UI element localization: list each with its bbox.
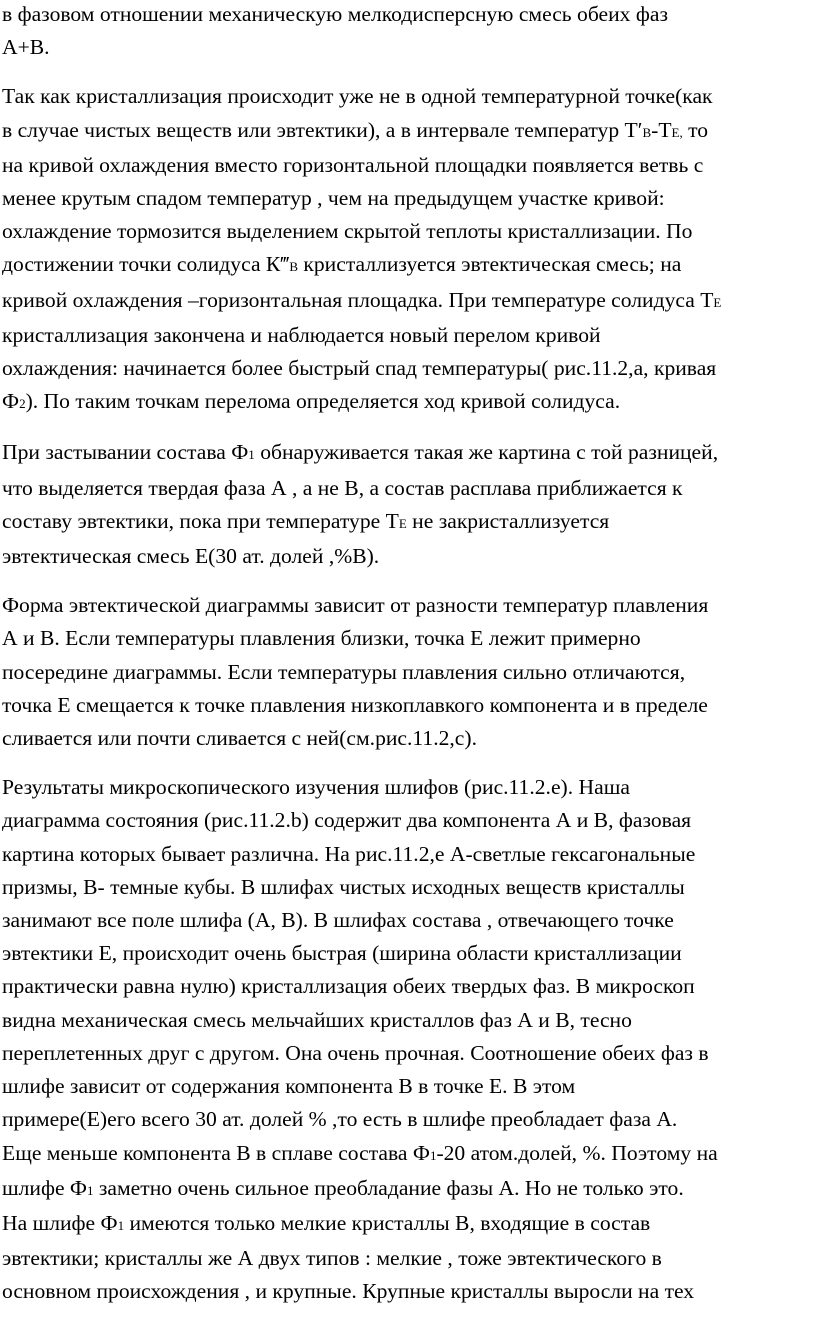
text-line xyxy=(2,589,816,622)
text-run: в фазовом отношении механическую мелкодисперсную смесь обеих фаз xyxy=(2,2,668,26)
text-line xyxy=(2,215,816,248)
text-line xyxy=(2,1207,816,1242)
text-run: в случае чистых веществ или эвтектики), а в интервале температур Т′ xyxy=(2,117,643,142)
text-run: что выделяется твердая фаза А , а не В, а состав расплава приближается к xyxy=(2,475,683,500)
text-run: составу эвтектики, пока при температуре Т xyxy=(2,508,399,533)
text-run: кривой охлаждения –горизонтальная площадка. При температуре солидуса Т xyxy=(2,287,714,312)
text-line xyxy=(2,472,816,505)
text-line xyxy=(2,904,816,937)
text-run: Форма эвтектической диаграммы зависит от разности температур плавления xyxy=(2,593,709,618)
text-line xyxy=(2,722,816,755)
text-run: заметно очень сильное преобладание фазы А. Но не только это. xyxy=(93,1175,684,1200)
text-run: кристаллизуется эвтектическая смесь; на xyxy=(298,252,682,277)
subscript-text: Е xyxy=(713,294,722,310)
text-line xyxy=(2,689,816,722)
text-run: примере(Е)его всего 30 ат. долей % ,то есть в шлифе преобладает фаза А. xyxy=(2,1107,678,1132)
text-line xyxy=(2,622,816,655)
text-line xyxy=(2,149,816,182)
text-run: эвтектики Е, происходит очень быстрая (ширина области кристаллизации xyxy=(2,941,682,966)
text-line xyxy=(2,284,816,319)
text-line xyxy=(2,1070,816,1103)
text-line xyxy=(2,838,816,871)
text-line xyxy=(2,1275,816,1308)
text-run: Так как кристаллизация происходит уже не в одной температурной точке(как xyxy=(2,84,713,109)
paragraph xyxy=(2,436,816,573)
text-line xyxy=(2,0,816,31)
paragraph xyxy=(2,80,816,420)
text-line xyxy=(2,1137,816,1172)
text-run: посередине диаграммы. Если температуры плавления сильно отличаются, xyxy=(2,659,686,684)
text-run: переплетенных друг с другом. Она очень прочная. Соотношение обеих фаз в xyxy=(2,1040,709,1065)
text-run: эвтектики; кристаллы же А двух типов : мелкие , тоже эвтектического в xyxy=(2,1246,662,1271)
text-line xyxy=(2,385,816,420)
text-line xyxy=(2,80,816,113)
text-run: диаграмма состояния (рис.11.2.b) содержит два компонента А и В, фазовая xyxy=(2,808,692,833)
text-run: менее крутым спадом температур , чем на предыдущем участке кривой: xyxy=(2,186,665,211)
text-run: охлаждения: начинается более быстрый спад температуры( рис.11.2,а, кривая xyxy=(2,356,717,381)
text-run: основном происхождения , и крупные. Крупные кристаллы выросли на тех xyxy=(2,1279,695,1304)
text-line xyxy=(2,540,816,573)
text-run: шлифе Ф xyxy=(2,1175,87,1200)
subscript-text: 2 xyxy=(19,396,26,412)
text-line xyxy=(2,871,816,904)
text-run: шлифе зависит от содержания компонента В в точке Е. В этом xyxy=(2,1074,576,1099)
text-run: практически равна нулю) кристаллизация обеих твердых фаз. В микроскоп xyxy=(2,974,695,999)
text-run: занимают все поле шлифа (А, В). В шлифах состава , отвечающего точке xyxy=(2,908,674,933)
text-run: кристаллизация закончена и наблюдается новый перелом кривой xyxy=(2,322,601,347)
text-run: А и В. Если температуры плавления близки, точка Е лежит примерно xyxy=(2,626,641,651)
subscript-text: Е, xyxy=(671,124,683,140)
text-run: На шлифе Ф xyxy=(2,1210,118,1235)
text-run: -20 атом.долей, %. Поэтому на xyxy=(436,1140,718,1165)
text-line xyxy=(2,248,816,283)
text-line xyxy=(2,31,816,64)
text-line xyxy=(2,804,816,837)
text-run: сливается или почти сливается с ней(см.рис.11.2,с). xyxy=(2,726,477,751)
text-line xyxy=(2,1037,816,1070)
text-run: видна механическая смесь мельчайших кристаллов фаз А и В, тесно xyxy=(2,1007,632,1032)
text-run: Еще меньше компонента В в сплаве состава Ф xyxy=(2,1140,430,1165)
text-line xyxy=(2,970,816,1003)
subscript-text: Е xyxy=(398,515,407,531)
text-run: достижении точки солидуса К‴ xyxy=(2,252,290,277)
text-line xyxy=(2,352,816,385)
text-run: эвтектическая смесь Е(30 ат. долей ,%В). xyxy=(2,544,380,569)
paragraph xyxy=(2,771,816,1308)
text-run: на кривой охлаждения вместо горизонтальной площадки появляется ветвь с xyxy=(2,152,704,177)
text-run: охлаждение тормозится выделением скрытой теплоты кристаллизации. По xyxy=(2,219,693,244)
text-run: обнаруживается такая же картина с той разницей, xyxy=(254,440,719,465)
text-line xyxy=(2,771,816,804)
subscript-text: В xyxy=(642,124,652,140)
text-line xyxy=(2,937,816,970)
text-line xyxy=(2,1103,816,1136)
subscript-text: 1 xyxy=(429,1147,437,1163)
text-line xyxy=(2,505,816,540)
text-line xyxy=(2,656,816,689)
text-run: призмы, В- темные кубы. В шлифах чистых исходных веществ кристаллы xyxy=(2,874,685,899)
paragraph xyxy=(2,589,816,755)
text-line xyxy=(2,114,816,149)
text-line xyxy=(2,1242,816,1275)
text-run: А+В. xyxy=(2,35,50,60)
text-line xyxy=(2,319,816,352)
text-run: имеются только мелкие кристаллы В, входящие в состав xyxy=(124,1210,651,1235)
text-line xyxy=(2,1004,816,1037)
text-line xyxy=(2,182,816,215)
subscript-text: 1 xyxy=(117,1217,125,1233)
subscript-text: 1 xyxy=(248,447,255,463)
text-run: картина которых бывает различна. На рис.11.2,е А-светлые гексагональные xyxy=(2,841,696,866)
text-run: -Т xyxy=(651,117,672,142)
text-line xyxy=(2,436,816,471)
text-run: ). По таким точкам перелома определяется ход кривой солидуса. xyxy=(25,389,621,414)
text-run: не закристаллизуется xyxy=(406,508,610,533)
text-run: Ф xyxy=(2,389,20,414)
text-run: При застывании состава Ф xyxy=(2,440,249,465)
text-run: то xyxy=(682,117,709,142)
paragraph xyxy=(2,0,816,64)
text-line xyxy=(2,1172,816,1207)
subscript-text: 1 xyxy=(87,1182,94,1198)
subscript-text: В xyxy=(289,259,298,275)
text-run: Результаты микроскопического изучения шлифов (рис.11.2.е). Наша xyxy=(2,775,630,800)
text-run: точка Е смещается к точке плавления низкоплавкого компонента и в пределе xyxy=(2,692,708,717)
